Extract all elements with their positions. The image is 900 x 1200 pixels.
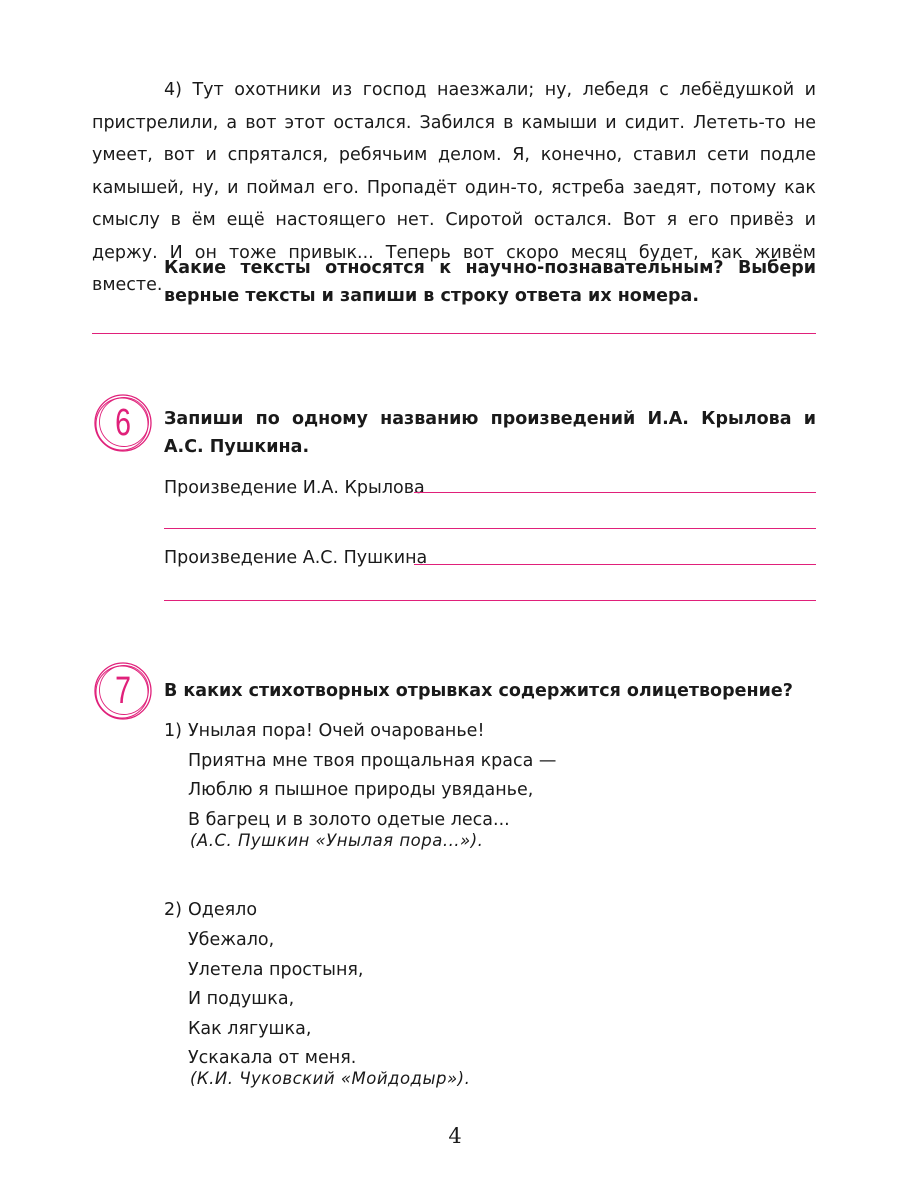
poem-1-source: (А.С. Пушкин «Унылая пора...»). [190,831,484,850]
poem-1-line: Унылая пора! Очей очарованье! [188,721,485,741]
answer-line-5[interactable] [92,333,816,334]
krylov-answer-line[interactable] [414,492,816,493]
page-number: 4 [448,1124,462,1148]
task-6-badge [92,392,154,454]
poem-2-first [188,896,257,926]
poem-2 [188,926,363,1074]
item-1-marker: 1) [164,721,182,741]
passage-4: 4) Тут охотники из господ наезжали; ну, лебедя с лебёдушкой и пристрелили, а вот этот остался. Забился в камыши и сидит. Лететь-то не умеет, вот и спрятался, ребячьим делом. Я, конечно, ставил сети подле камышей, ну, и поймал его. Пропадёт один-то, ястреба заедят, потому как смыслу в ём ещё настоящего нет. Сиротой остался. Вот я его привёз и держу. И он тоже привык... Теперь вот скоро месяц будет, как живём вместе. [92,80,816,295]
task-7-badge [92,660,154,722]
poem-2-line: Улетела простыня, [188,959,364,980]
task-7-question: В каких стихотворных отрывках содержится олицетворение? [164,681,793,701]
krylov-answer-line-2[interactable] [164,528,816,529]
pushkin-label: Произведение А.С. Пушкина [164,548,428,568]
task-6-number: 6 [115,402,131,444]
task-6-question: Запиши по одному названию произведений И.А. Крылова и А.С. Пушкина. [164,409,816,457]
poem-2-line: Ускакала от меня. [188,1048,357,1068]
poem-2-line: Как лягушка, [188,1018,312,1039]
poem-1-line: Люблю я пышное природы увяданье, [188,780,534,800]
question-5: Какие тексты относятся к научно-познавательным? Выбери верные тексты и запиши в строку ответа их номера. [164,258,816,306]
poem-2-line: Одеяло [188,900,258,920]
poem-2-line: Убежало, [188,930,275,950]
task-7-number: 7 [115,670,131,712]
pushkin-answer-line[interactable] [414,564,816,565]
poem-1 [188,717,556,835]
poem-2-source: (К.И. Чуковский «Мойдодыр»). [190,1069,471,1088]
poem-1-line: Приятна мне твоя прощальная краса — [188,750,557,771]
poem-2-line: И подушка, [188,989,295,1009]
pushkin-answer-line-2[interactable] [164,600,816,601]
krylov-label: Произведение И.А. Крылова [164,478,425,498]
poem-1-line: В багрец и в золото одетые леса... [188,809,510,830]
item-2-marker: 2) [164,900,182,920]
